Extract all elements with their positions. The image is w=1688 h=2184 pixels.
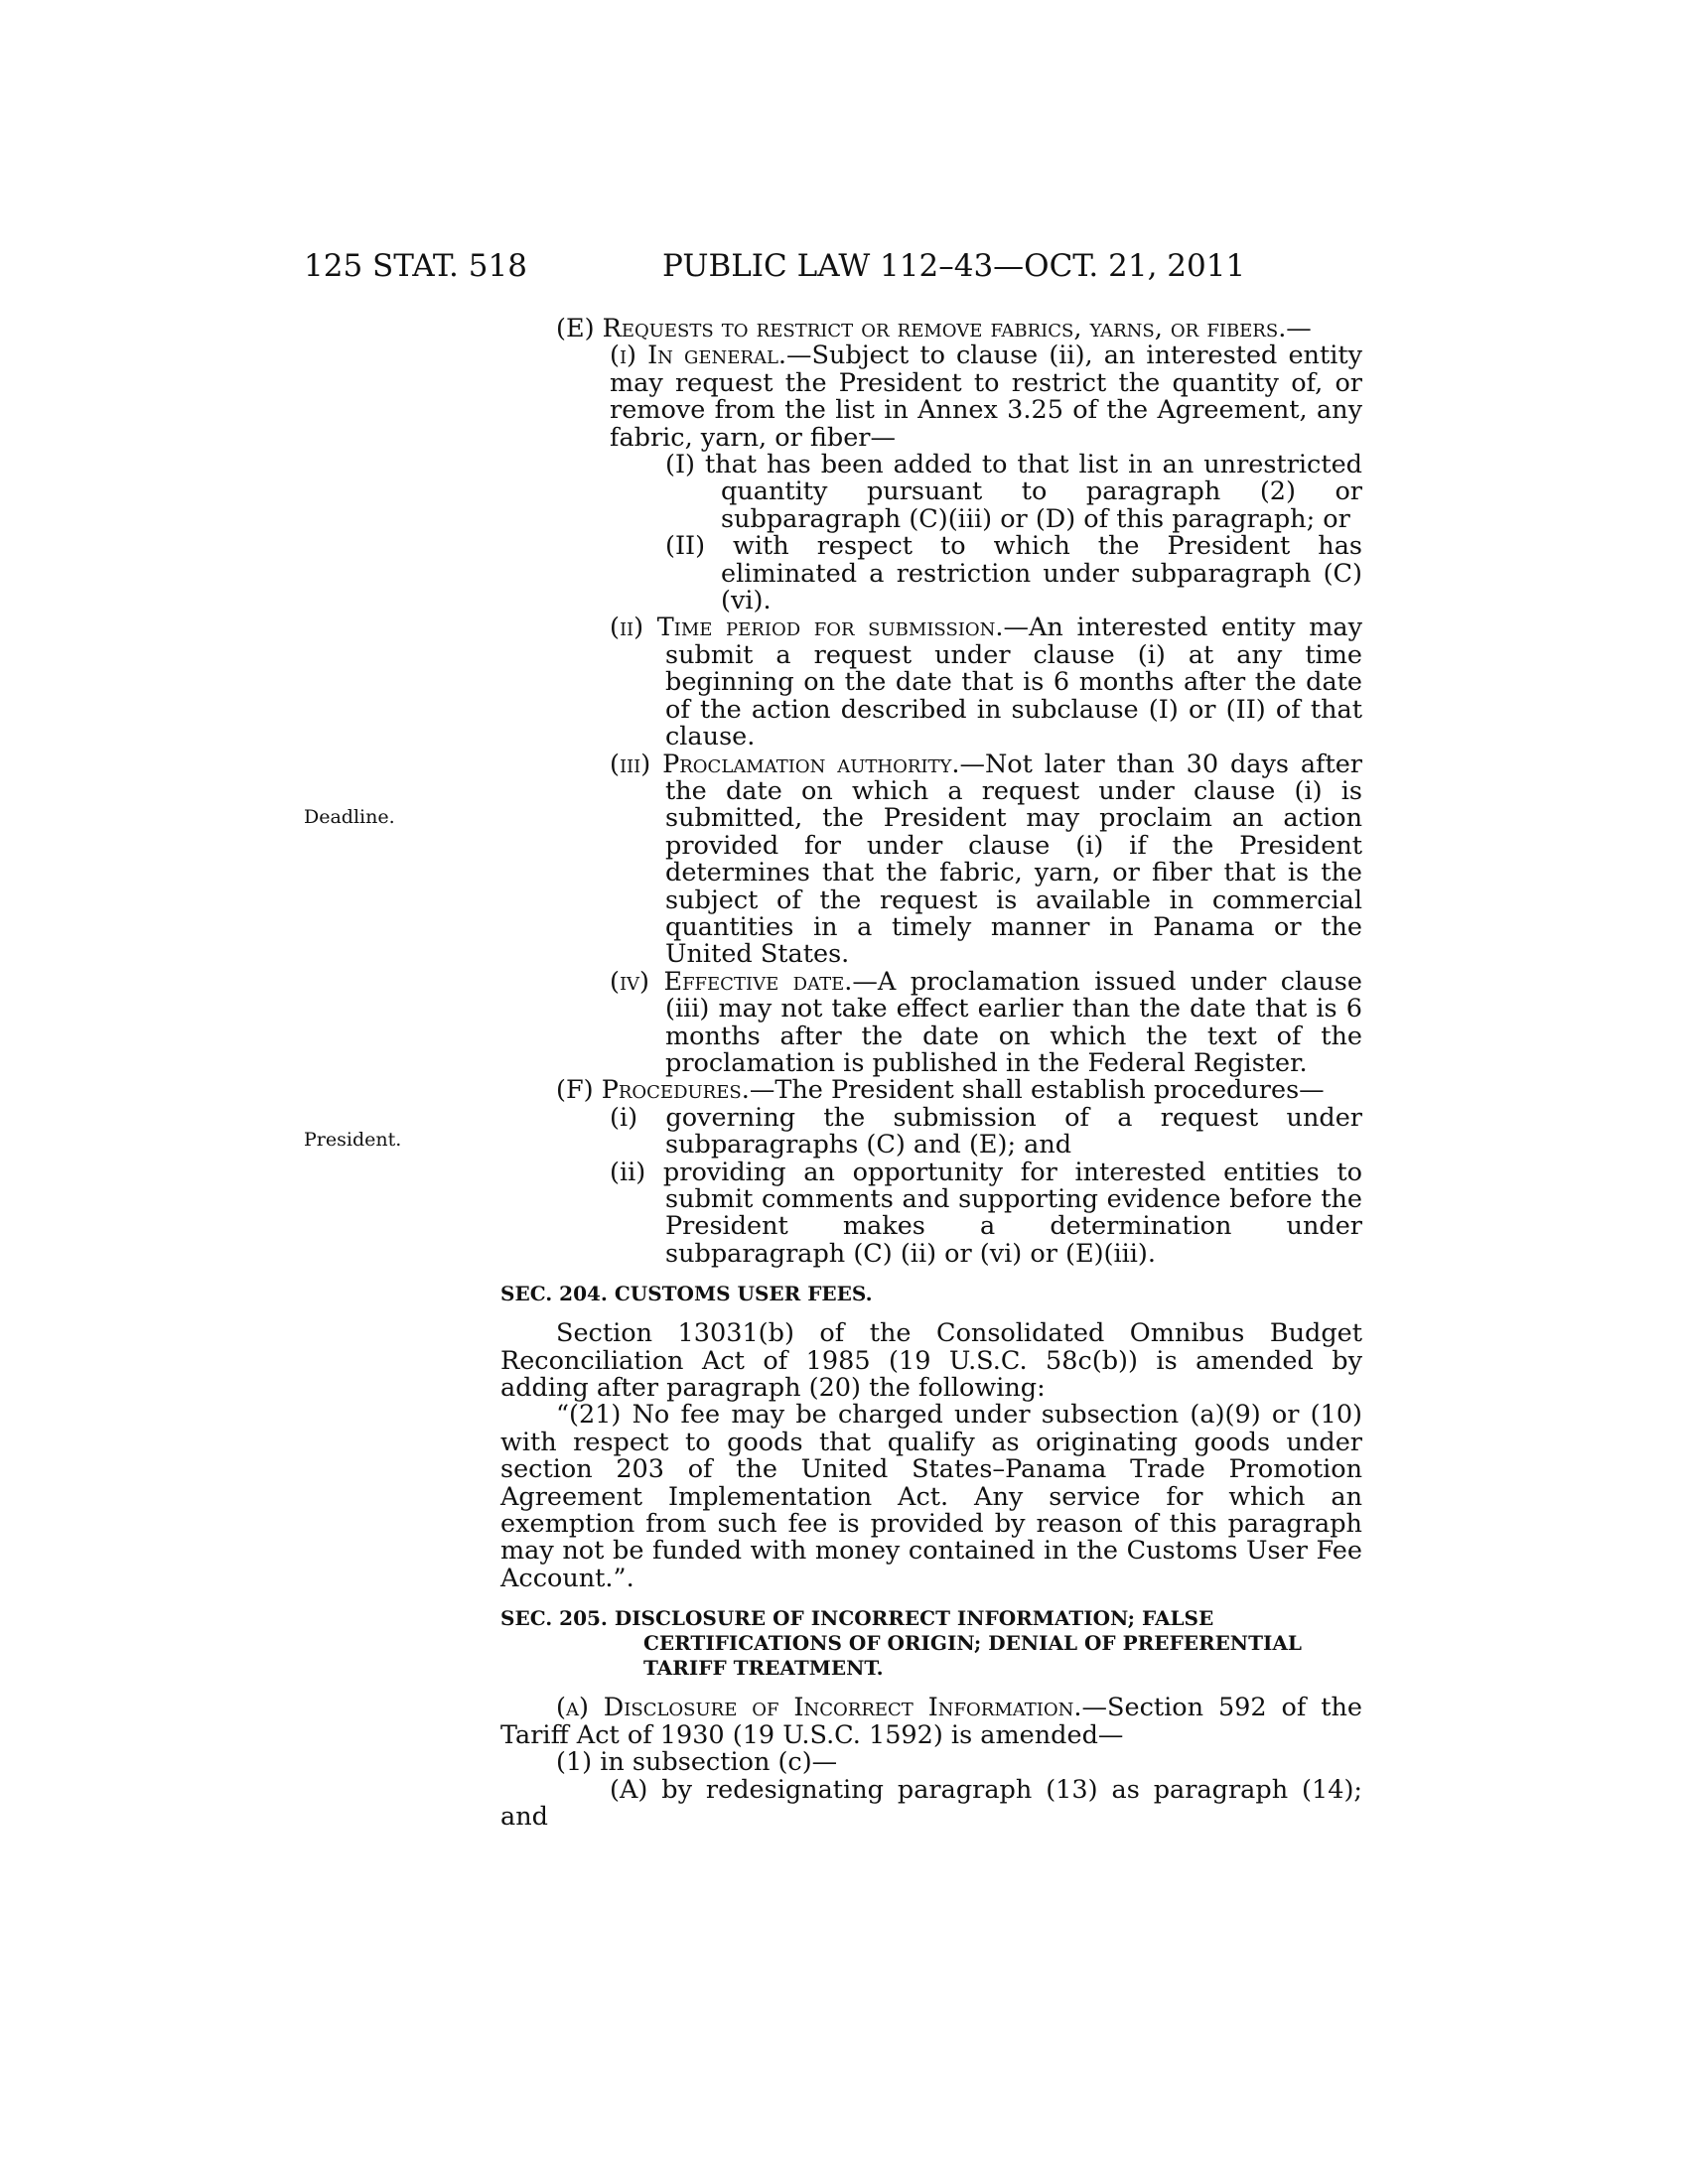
margin-note-deadline: Deadline. (304, 806, 395, 828)
sec-205-item-1: (1) in subsection (c)— (556, 1747, 838, 1778)
para-e-ii-text: —An interested entity may submit a request under clause (i) at any time beginning on the date that is 6 months after the date of the action described in subclause (I) or (II) of that clause. (665, 613, 1362, 752)
para-f-text: —The President shall establish procedures— (749, 1075, 1325, 1106)
sec-204-quote: “(21) No fee may be charged under subsection (a)(9) or (10) with respect to goods that qualify as originating goods under section 203 of the United States–Panama Trade Promotion Agreement Implementation Act. Any service for which an exemption from such fee is provided by reason of this paragraph may not be funded with money contained in the Customs User Fee Account.”. (500, 1400, 1362, 1593)
para-e-iii (500, 751, 1362, 969)
para-e-iv-heading: (iv) Effective date. (610, 966, 853, 997)
margin-note-president: President. (304, 1129, 402, 1151)
para-e-i-text: —Subject to clause (ii), an interested entity may request the President to restrict the quantity of, or remove from the list in Annex 3.25 of the Agreement, any fabric, yarn, or fiber— (610, 341, 1363, 453)
page-header-title: PUBLIC LAW 112–43—OCT. 21, 2011 (662, 248, 1246, 284)
sec-204-text: Section 13031(b) of the Consolidated Omnibus Budget Reconciliation Act of 1985 (19 U.S.C. 58c(b)) is amended by adding after paragraph (20) the following: (500, 1318, 1362, 1404)
sec-205-a-heading: (a) Disclosure of Incorrect Information. (556, 1693, 1082, 1723)
page-header-left: 125 STAT. 518 (304, 248, 527, 284)
para-e-iv (500, 966, 1362, 1078)
sec-205-a (500, 1695, 1362, 1749)
para-f (500, 1077, 1362, 1104)
para-e-i-I: (I) that has been added to that list in an unrestricted quantity pursuant to paragraph (2) or subparagraph (C)(iii) or (D) of this paragraph; or (665, 450, 1362, 534)
para-f-ii: (ii) providing an opportunity for interested entities to submit comments and supporting evidence before the President makes a determination under subparagraph (C) (ii) or (vi) or (E)(iii). (610, 1157, 1362, 1269)
para-f-i: (i) governing the submission of a request under subparagraphs (C) and (E); and (610, 1102, 1362, 1160)
sec-205-item-A: (A) by redesignating paragraph (13) as paragraph (14); and (500, 1774, 1362, 1832)
para-e-ii-heading: (ii) Time period for submission. (610, 613, 1004, 643)
para-e-iii-heading: (iii) Proclamation authority. (610, 749, 960, 779)
para-e-i-heading: (i) In general. (610, 341, 787, 371)
para-e-i-II: (II) with respect to which the President has eliminated a restriction under subparagraph (C)(vi). (665, 531, 1362, 616)
para-e-iv-text: —A proclamation issued under clause (iii) may not take effect earlier than the date that is 6 months after the date on which the text of the proclamation is published in the Federal Register. (665, 966, 1362, 1078)
para-e-heading: (E) Requests to restrict or remove fabrics, yarns, or fibers.— (556, 314, 1312, 343)
para-e-ii (500, 614, 1362, 751)
sec-205-heading: SEC. 205. DISCLOSURE OF INCORRECT INFORMATION; FALSE CERTIFICATIONS OF ORIGIN; DENIAL OF PREFERENTIAL TARIFF TREATMENT. (500, 1606, 1302, 1681)
document-body (500, 316, 1362, 1831)
para-f-heading: (F) Procedures. (556, 1075, 750, 1106)
sec-205-a-text: —Section 592 of the Tariff Act of 1930 (19 U.S.C. 1592) is amended— (500, 1693, 1362, 1750)
para-e-i (500, 342, 1362, 452)
para-e-iii-text: —Not later than 30 days after the date on which a request under clause (i) is submitted, the President may proclaim an action provided for under clause (i) if the President determines that the fabric, yarn, or fiber that is the subject of the request is available in commercial quantities in a timely manner in Panama or the United States. (665, 749, 1362, 970)
sec-204-heading: SEC. 204. CUSTOMS USER FEES. (500, 1282, 873, 1306)
